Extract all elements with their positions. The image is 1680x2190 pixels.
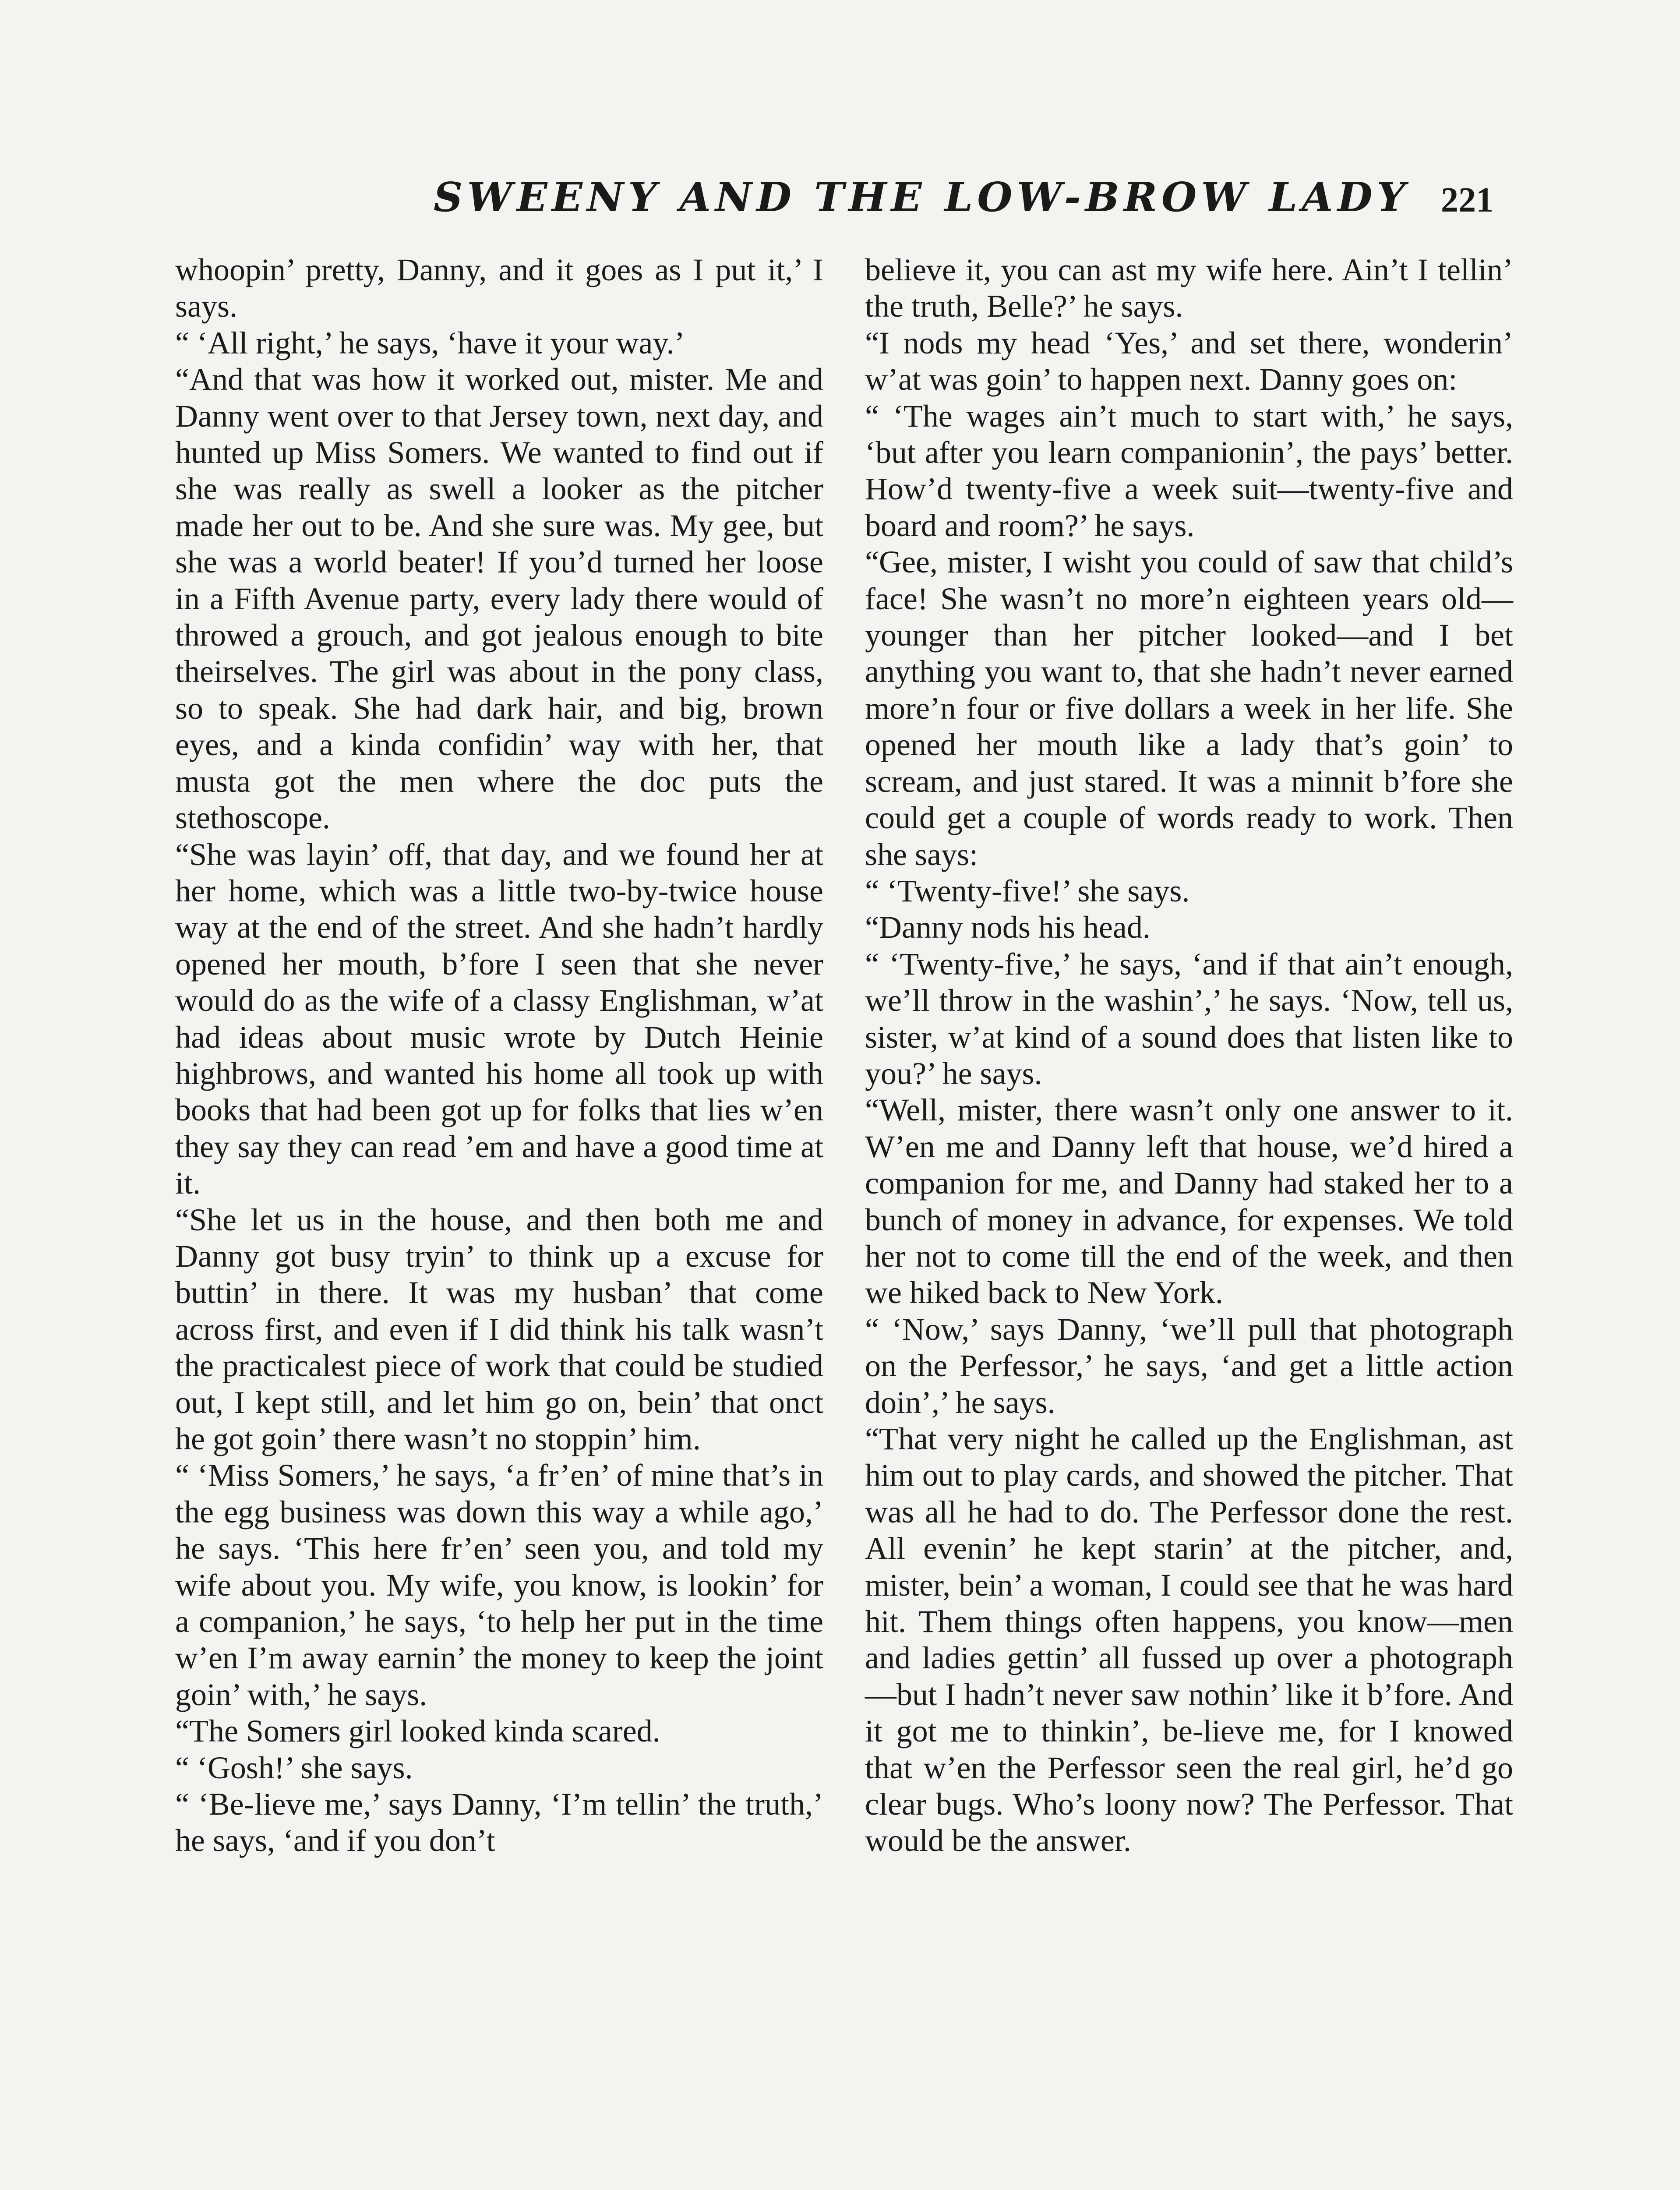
paragraph: “ ‘Twenty-five!’ she says. [865, 873, 1190, 908]
paragraph: “Gee, mister, I wisht you could of saw that child’s face! She wasn’t no more’n eighteen years old—younger than her pitcher looked—and I bet anything you want to, that she hadn’t never earned more’n four or five dollars a week in her life. She opened her mouth like a lady that’s goin’ to scream, and just stared. It was a minnit b’fore she could get a couple of words ready to work. Then she says: [865, 544, 1513, 872]
paragraph: believe it, you can ast my wife here. Ain’t I tellin’ the truth, Belle?’ he says. [865, 252, 1513, 324]
page-number: 221 [1441, 181, 1493, 219]
paragraph: “And that was how it worked out, mister. Me and Danny went over to that Jersey town, next day, and hunted up Miss Somers. We wanted to find out if she was really as swell a looker as the pitcher made her out to be. And she sure was. My gee, but she was a world beater! If you’d turned her loose in a Fifth Avenue party, every lady there would of throwed a grouch, and got jealous enough to bite theirselves. The girl was about in the pony class, so to speak. She had dark hair, and big, brown eyes, and a kinda confidin’ way with her, that musta got the men where the doc puts the stethoscope. [175, 362, 823, 836]
paragraph: “ ‘Gosh!’ she says. [175, 1750, 413, 1785]
paragraph: “She let us in the house, and then both me and Danny got busy tryin’ to think up a excuse for buttin’ in there. It was my husban’ that come across first, and even if I did think his talk wasn’t the practicalest piece of work that could be studied out, I kept still, and let him go on, bein’ that onct he got goin’ there wasn’t no stoppin’ him. [175, 1202, 823, 1456]
paragraph: “ ‘All right,’ he says, ‘have it your way.’ [175, 325, 685, 360]
left-column [175, 252, 823, 1859]
paragraph: “The Somers girl looked kinda scared. [175, 1713, 660, 1749]
paragraph: “ ‘Miss Somers,’ he says, ‘a fr’en’ of mine that’s in the egg business was down this way a while ago,’ he says. ‘This here fr’en’ seen you, and told my wife about you. My wife, you know, is lookin’ for a companion,’ he says, ‘to help her put in the time w’en I’m away earnin’ the money to keep the joint goin’ with,’ he says. [175, 1458, 823, 1712]
paragraph: “Danny nods his head. [865, 910, 1151, 945]
running-title: SWEENY AND THE LOW-BROW LADY [434, 173, 1410, 221]
right-column [865, 252, 1513, 1859]
paragraph: “She was layin’ off, that day, and we found her at her home, which was a little two-by-twice house way at the end of the street. And she hadn’t hardly opened her mouth, b’fore I seen that she never would do as the wife of a classy Englishman, w’at had ideas about music wrote by Dutch Heinie highbrows, and wanted his home all took up with books that had been got up for folks that lies w’en they say they can read ’em and have a good time at it. [175, 837, 823, 1201]
paragraph: “ ‘Be-lieve me,’ says Danny, ‘I’m tellin’ the truth,’ he says, ‘and if you don’t [175, 1787, 823, 1858]
paragraph: “ ‘Twenty-five,’ he says, ‘and if that ain’t enough, we’ll throw in the washin’,’ he says. ‘Now, tell us, sister, w’at kind of a sound does that listen like to you?’ he says. [865, 946, 1513, 1091]
paragraph: “ ‘Now,’ says Danny, ‘we’ll pull that photograph on the Perfessor,’ he says, ‘and get a little action doin’,’ he says. [865, 1311, 1513, 1420]
paragraph: “Well, mister, there wasn’t only one answer to it. W’en me and Danny left that house, we’d hired a companion for me, and Danny had staked her to a bunch of money in advance, for expenses. We told her not to come till the end of the week, and then we hiked back to New York. [865, 1092, 1513, 1310]
page-header [0, 164, 1680, 230]
paragraph: “ ‘The wages ain’t much to start with,’ he says, ‘but after you learn companionin’, the pays’ better. How’d twenty-five a week suit—twenty-five and board and room?’ he says. [865, 398, 1513, 543]
paragraph: whoopin’ pretty, Danny, and it goes as I put it,’ I says. [175, 252, 823, 324]
paragraph: “That very night he called up the Englishman, ast him out to play cards, and showed the pitcher. That was all he had to do. The Perfessor done the rest. All evenin’ he kept starin’ at the pitcher, and, mister, bein’ a woman, I could see that he was hard hit. Them things often happens, you know—men and ladies gettin’ all fussed up over a photograph—but I hadn’t never saw nothin’ like it b’fore. And it got me to thinkin’, be-lieve me, for I knowed that w’en the Perfessor seen the real girl, he’d go clear bugs. Who’s loony now? The Perfessor. That would be the answer. [865, 1421, 1513, 1858]
paragraph: “I nods my head ‘Yes,’ and set there, wonderin’ w’at was goin’ to happen next. Danny goes on: [865, 325, 1513, 397]
